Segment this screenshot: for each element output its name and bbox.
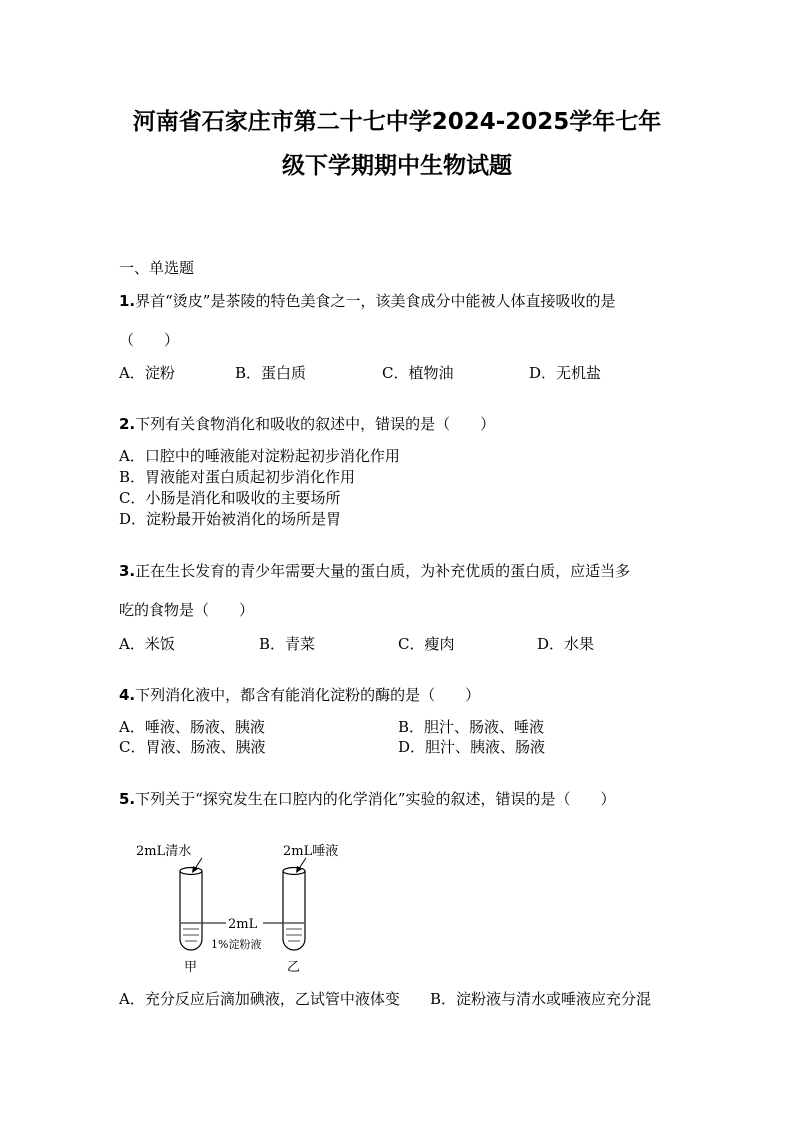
question-number: 5. xyxy=(119,790,136,808)
label-water: 2mL清水 xyxy=(136,844,192,859)
option-d: D．胆汁、胰液、肠液 xyxy=(398,738,546,756)
option-a: A．米饭 xyxy=(119,635,175,653)
question-number: 2. xyxy=(119,415,136,433)
option-c: C．胃液、肠液、胰液 xyxy=(119,738,266,756)
tube-label-jia: 甲 xyxy=(184,960,198,975)
question-4 xyxy=(119,685,480,705)
page-title-line2: 级下学期期中生物试题 xyxy=(282,153,512,179)
question-1 xyxy=(119,291,615,311)
test-tube-left xyxy=(180,868,202,951)
option-b: B．蛋白质 xyxy=(235,364,307,382)
option-b: B．淀粉液与清水或唾液应充分混 xyxy=(430,990,652,1008)
option-c: C．瘦肉 xyxy=(398,635,455,653)
question-number: 1. xyxy=(119,292,136,310)
label-saliva: 2mL唾液 xyxy=(283,844,339,859)
question-3-line2: 吃的食物是（ ） xyxy=(119,601,255,619)
option-a: A．口腔中的唾液能对淀粉起初步消化作用 xyxy=(119,447,400,465)
question-text: 界首“烫皮”是茶陵的特色美食之一，该美食成分中能被人体直接吸收的是 xyxy=(135,292,616,310)
tube-label-yi: 乙 xyxy=(287,960,301,975)
option-d: D．淀粉最开始被消化的场所是胃 xyxy=(119,510,342,528)
question-text: 下列关于“探究发生在口腔内的化学消化”实验的叙述，错误的是（ ） xyxy=(135,790,616,808)
option-b: B．青菜 xyxy=(259,635,316,653)
test-tube-right xyxy=(283,868,305,951)
question-2 xyxy=(119,414,495,434)
option-b: B．胃液能对蛋白质起初步消化作用 xyxy=(119,468,356,486)
option-a: A．充分反应后滴加碘液，乙试管中液体变 xyxy=(119,990,400,1008)
option-a: A．淀粉 xyxy=(119,364,175,382)
option-c: C．小肠是消化和吸收的主要场所 xyxy=(119,489,341,507)
question-3 xyxy=(119,561,630,581)
question-text: 下列消化液中，都含有能消化淀粉的酶的是（ ） xyxy=(135,686,481,704)
section-heading: 一、单选题 xyxy=(119,259,195,277)
option-d: D．无机盐 xyxy=(529,364,602,382)
question-text: 正在生长发育的青少年需要大量的蛋白质，为补充优质的蛋白质，应适当多 xyxy=(135,562,631,580)
option-a: A．唾液、肠液、胰液 xyxy=(119,718,265,736)
option-d: D．水果 xyxy=(537,635,595,653)
question-number: 4. xyxy=(119,686,136,704)
test-tube-figure xyxy=(130,836,360,978)
question-number: 3. xyxy=(119,562,136,580)
page-title-line1: 河南省石家庄市第二十七中学2024-2025学年七年 xyxy=(132,109,662,135)
question-text: 下列有关食物消化和吸收的叙述中，错误的是（ ） xyxy=(135,415,496,433)
option-c: C．植物油 xyxy=(382,364,454,382)
label-volume: 2mL xyxy=(228,917,258,932)
label-starch: 1%淀粉液 xyxy=(211,938,262,951)
question-1-blank: （ ） xyxy=(119,331,180,349)
option-b: B．胆汁、肠液、唾液 xyxy=(398,718,545,736)
question-5 xyxy=(119,789,615,809)
